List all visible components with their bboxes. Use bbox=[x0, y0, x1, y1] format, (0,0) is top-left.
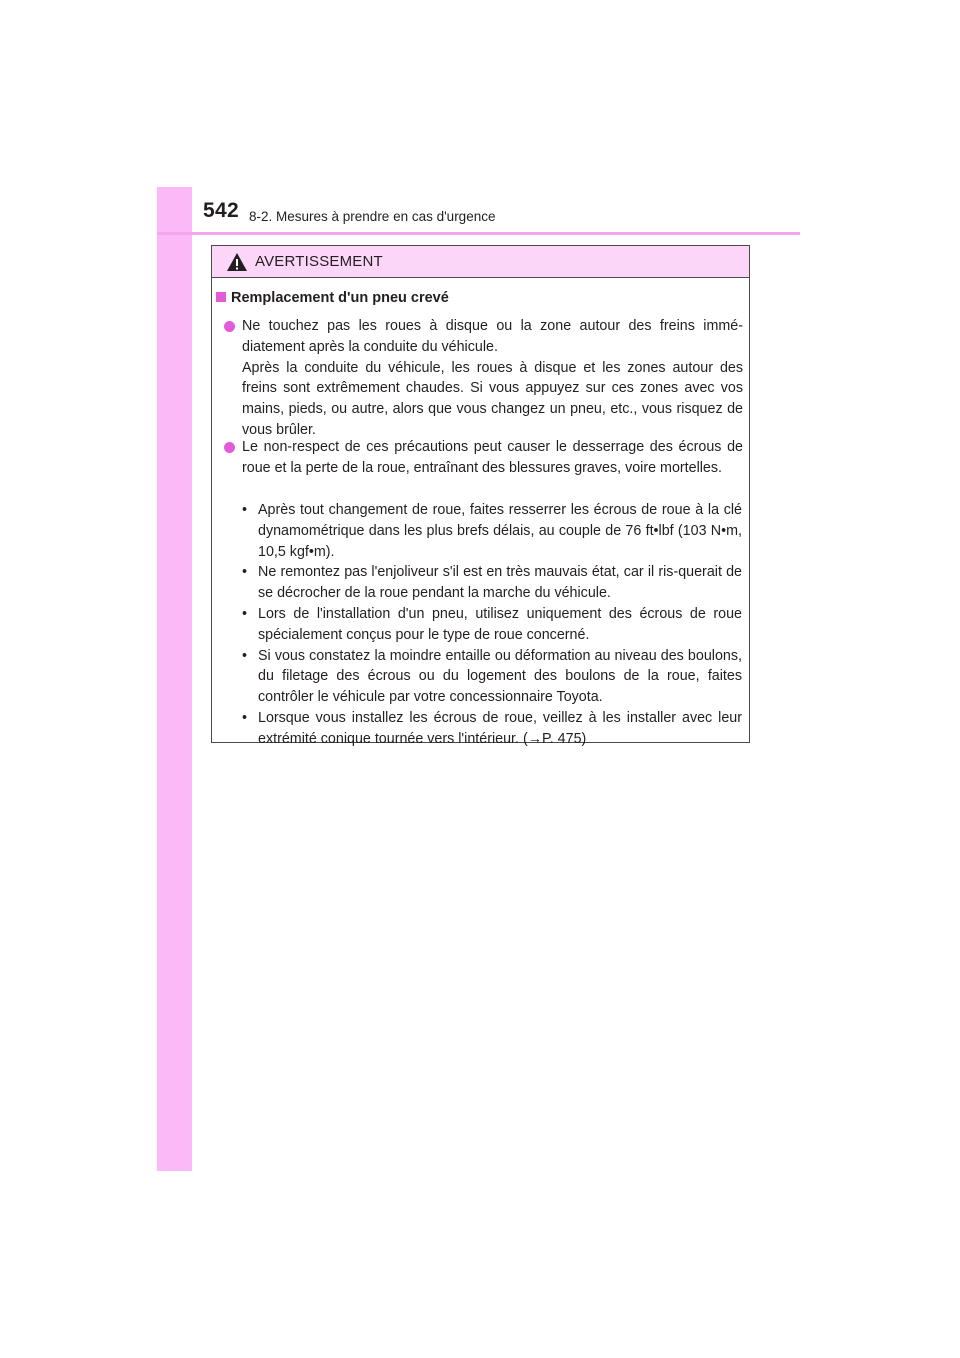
paragraph: Le non-respect de ces précautions peut causer le desserrage des écrous de roue et la perte de la roue, entraînant des blessures graves, voire mortelles. bbox=[242, 439, 743, 476]
paragraph: Ne touchez pas les roues à disque ou la zone autour des freins immé-diatement après la conduite du véhicule. bbox=[242, 318, 743, 355]
square-bullet-icon bbox=[216, 292, 226, 302]
sub-list bbox=[242, 500, 742, 750]
warning-title: AVERTISSEMENT bbox=[255, 253, 383, 270]
warning-triangle-icon bbox=[226, 252, 248, 272]
list-item: • Si vous constatez la moindre entaille ou déformation au niveau des boulons, du filetage des écrous ou du logement des boulons de la roue, faites contrôler le véhicule par votre concessionnaire Toyota. bbox=[242, 647, 742, 706]
list-item: • Ne remontez pas l'enjoliveur s'il est en très mauvais état, car il ris-querait de se décrocher de la roue pendant la marche du véhicule. bbox=[242, 564, 742, 602]
list-item: • Lorsque vous installez les écrous de roue, veillez à les installer avec leur extrémité conique tournée vers l'intérieur. (→P. 475) bbox=[242, 709, 742, 747]
block-heading-text: Remplacement d'un pneu crevé bbox=[231, 290, 449, 306]
block-heading bbox=[216, 290, 449, 306]
list-item: • Lors de l'installation d'un pneu, utilisez uniquement des écrous de roue spécialement conçus pour le type de roue concerné. bbox=[242, 605, 742, 643]
warning-box bbox=[211, 245, 750, 747]
page-number: 542 bbox=[203, 199, 239, 222]
section-title: 8-2. Mesures à prendre en cas d'urgence bbox=[249, 209, 496, 224]
side-tab-bar bbox=[157, 187, 192, 1171]
bullet-item bbox=[224, 437, 743, 479]
list-item: • Après tout changement de roue, faites resserrer les écrous de roue à la clé dynamométrique dans les plus brefs délais, au couple de 76 ft•lbf (103 N•m, 10,5 kgf•m). bbox=[242, 502, 742, 560]
header-rule bbox=[157, 232, 800, 235]
paragraph: Après la conduite du véhicule, les roues à disque et les zones autour des freins sont extrêmement chaudes. Si vous appuyez sur ces zones avec vos mains, pieds, ou autre, alors que vous changez un pneu, etc., vous risquez de vous brûler. bbox=[242, 359, 743, 438]
warning-header bbox=[212, 246, 749, 278]
bullet-text bbox=[242, 437, 743, 479]
circle-bullet-icon bbox=[224, 321, 235, 332]
bullet-text bbox=[242, 316, 743, 441]
bullet-item bbox=[224, 316, 743, 441]
circle-bullet-icon bbox=[224, 442, 235, 453]
